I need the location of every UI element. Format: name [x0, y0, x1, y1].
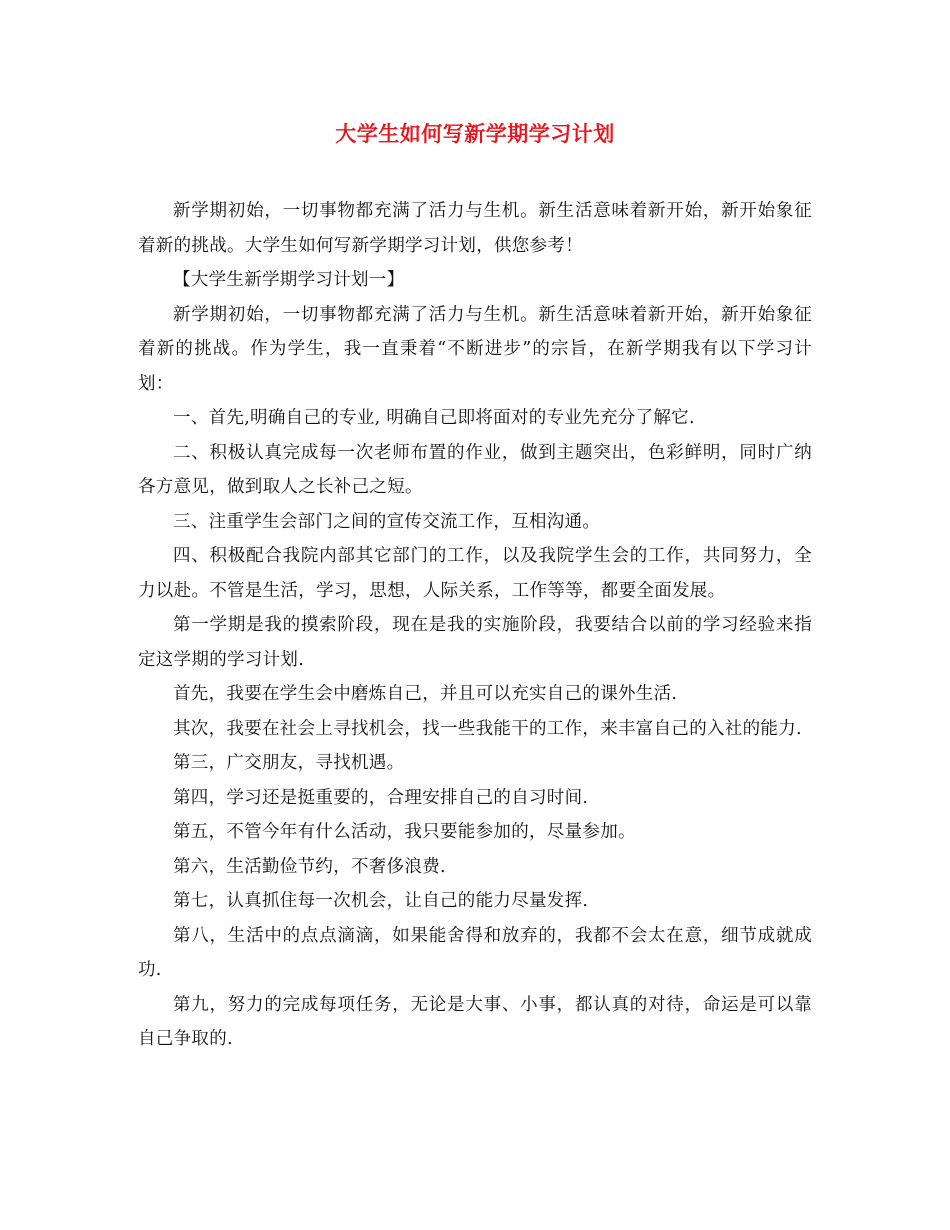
document-title: 大学生如何写新学期学习计划	[335, 121, 615, 146]
list-item: 首先，我要在学生会中磨炼自己，并且可以充实自己的课外生活.	[173, 684, 678, 704]
list-item: 其次，我要在社会上寻找机会，找一些我能干的工作，来丰富自己的入社的能力.	[173, 718, 802, 739]
list-item: 第六，生活勤俭节约，不奢侈浪费.	[173, 856, 446, 877]
paragraph: 新学期初始，一切事物都充满了活力与生机。新生活意味着新开始，新开始象征着新的挑战。作为学生，我一直秉着“不断进步”的宗旨，在新学期我有以下学习计划：	[138, 304, 812, 394]
document-body	[138, 194, 812, 1057]
list-item: 二、积极认真完成每一次老师布置的作业，做到主题突出，色彩鲜明，同时广纳各方意见，做到取人之长补己之短。	[138, 442, 812, 497]
list-item: 第八，生活中的点点滴滴，如果能舍得和放弃的，我都不会太在意，细节成就成功.	[138, 925, 812, 980]
paragraph: 第一学期是我的摸索阶段，现在是我的实施阶段，我要结合以前的学习经验来指定这学期的学习计划.	[138, 615, 812, 670]
list-item: 第四，学习还是挺重要的，合理安排自己的自习时间.	[173, 787, 589, 808]
list-item: 第九，努力的完成每项任务，无论是大事、小事，都认真的对待，命运是可以靠自己争取的.	[138, 994, 812, 1049]
list-item: 四、积极配合我院内部其它部门的工作，以及我院学生会的工作，共同努力，全力以赴。不管是生活，学习，思想，人际关系，工作等等，都要全面发展。	[138, 546, 812, 601]
section-heading: 【大学生新学期学习计划一】	[173, 270, 405, 290]
paragraph-intro: 新学期初始，一切事物都充满了活力与生机。新生活意味着新开始，新开始象征着新的挑战。大学生如何写新学期学习计划，供您参考！	[138, 201, 812, 256]
list-item: 第七，认真抓住每一次机会，让自己的能力尽量发挥.	[173, 891, 589, 911]
list-item: 第五，不管今年有什么活动，我只要能参加的，尽量参加。	[173, 822, 636, 842]
list-item: 一、首先,明确自己的专业, 明确自己即将面对的专业先充分了解它.	[173, 408, 695, 428]
list-item: 第三，广交朋友，寻找机遇。	[173, 753, 405, 773]
list-item: 三、注重学生会部门之间的宣传交流工作，互相沟通。	[173, 511, 601, 532]
